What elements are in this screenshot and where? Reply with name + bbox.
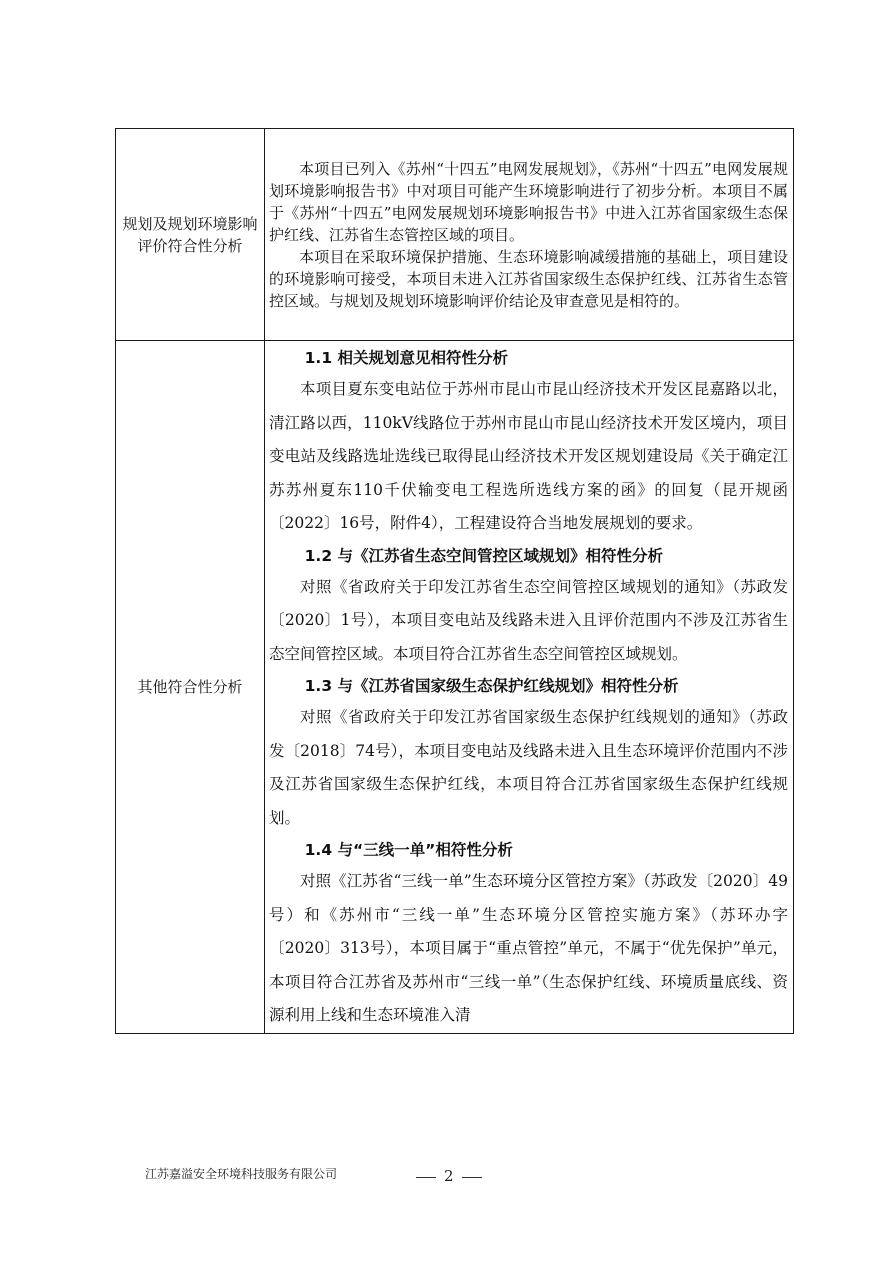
planning-paragraph-2: 本项目在采取环境保护措施、生态环境影响减缓措施的基础上，项目建设的环境影响可接受，本项目未进入江苏省国家级生态保护红线、江苏省生态管控区域。与规划及规划环境影响评价结论及审查意见是相符的。	[269, 247, 788, 310]
section-body-1-2: 对照《省政府关于印发江苏省生态空间管控区域规划的通知》（苏政发〔2020〕1号），本项目变电站及线路未进入且评价范围内不涉及江苏省生态空间管控区域。本项目符合江苏省生态空间管控区域规划。	[269, 577, 788, 663]
section-body-1-4: 对照《江苏省“三线一单”生态环境分区管控方案》（苏政发〔2020〕49号）和《苏州市“三线一单”生态环境分区管控实施方案》（苏环办字〔2020〕313号），本项目属于“重点管控”单元，不属于“优先保护”单元，本项目符合江苏省及苏州市“三线一单”（生态保护红线、环境质量底线、资源利用上线和生态环境准入清	[269, 872, 788, 1024]
section-title-1-2: 1.2 与《江苏省生态空间管控区域规划》相符性分析	[304, 546, 663, 565]
row-label-other: 其他符合性分析	[116, 341, 265, 1034]
page-dash-left	[416, 1177, 436, 1178]
page-number-text: 2	[444, 1167, 454, 1185]
compliance-table	[115, 128, 794, 1034]
row-content-planning	[265, 129, 794, 341]
section-title-1-4: 1.4 与“三线一单”相符性分析	[304, 841, 513, 859]
footer-company-name: 江苏嘉溢安全环境科技服务有限公司	[145, 1167, 338, 1181]
row-content-other	[265, 341, 794, 1034]
section-title-1-3: 1.3 与《江苏省国家级生态保护红线规划》相符性分析	[304, 677, 679, 695]
row-label-planning: 规划及规划环境影响评价符合性分析	[116, 129, 265, 341]
section-title-1-1: 1.1 相关规划意见相符性分析	[304, 349, 508, 367]
section-body-1-3: 对照《省政府关于印发江苏省国家级生态保护红线规划的通知》（苏政发〔2018〕74号），本项目变电站及线路未进入且生态环境评价范围内不涉及江苏省国家级生态保护红线，本项目符合江苏省国家级生态保护红线规划。	[269, 708, 788, 827]
table-row-planning	[116, 129, 794, 341]
section-body-1-1: 本项目夏东变电站位于苏州市昆山市昆山经济技术开发区昆嘉路以北，清江路以西，110kV线路位于苏州市昆山市昆山经济技术开发区境内，项目变电站及线路选址选线已取得昆山经济技术开发区规划建设局《关于确定江苏苏州夏东110千伏输变电工程选所选线方案的函》的回复（昆开规函〔2022〕16号，附件4），工程建设符合当地发展规划的要求。	[269, 380, 788, 532]
planning-paragraph-1: 本项目已列入《苏州“十四五”电网发展规划》，《苏州“十四五”电网发展规划环境影响报告书》中对项目可能产生环境影响进行了初步分析。本项目不属于《苏州“十四五”电网发展规划环境影响报告书》中进入江苏省国家级生态保护红线、江苏省生态管控区域的项目。	[269, 159, 788, 244]
table-row-other	[116, 341, 794, 1034]
footer-page-number	[408, 1167, 490, 1185]
page-dash-right	[462, 1177, 482, 1178]
